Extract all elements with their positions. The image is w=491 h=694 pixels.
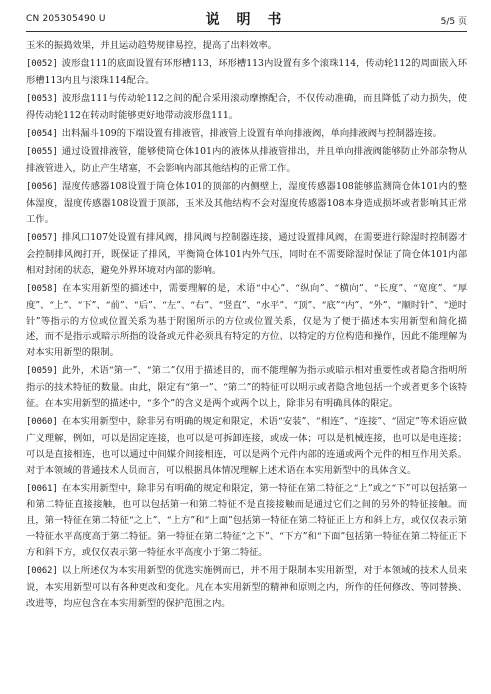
paragraph-number: [0062]: [26, 566, 58, 577]
page-title: 说 明 书: [205, 12, 288, 28]
paragraph: [26, 179, 467, 228]
paragraph-text: 排风口107处设置有排风阀，排风阀与控制器连接，通过设置排风阀，在需要进行除湿时控制器才会控制排风阀打开，既保证了排风，平衡筒仓体101内外气压，同时在不需要除湿时保证了筒仓体101内部相对封闭的状态，避免外界环境对内部的影响。: [26, 231, 467, 276]
paragraph: [26, 126, 467, 143]
paragraph: [26, 414, 467, 479]
paragraph-number: [0055]: [26, 147, 58, 158]
paragraph-text: 以上所述仅为本实用新型的优选实施例而已，并不用于限制本实用新型，对于本领域的技术人员来说，本实用新型可以有各种更改和变化。凡在本实用新型的精神和原则之内，所作的任何修改、等同替换、改进等，均应包含在本实用新型的保护范围之内。: [26, 565, 467, 609]
paragraph: [26, 56, 467, 89]
paragraph-text: 波形盘111的底面设置有环形槽113，环形槽113内设置有多个滚珠114，传动轮112的周面嵌入环形槽113内且与滚珠114配合。: [26, 57, 467, 86]
paragraph-number: [0060]: [26, 416, 58, 427]
paragraph-text: 此外，术语“第一”、“第二”仅用于描述目的，而不能理解为指示或暗示相对重要性或者隐含指明所指示的技术特征的数量。由此，限定有“第一”、“第二”的特征可以明示或者隐含地包括一个或者更多个该特征。在本实用新型的描述中，“多个”的含义是两个或两个以上，除非另有明确具体的限定。: [26, 365, 467, 410]
page-header: [26, 8, 467, 30]
paragraph: [26, 481, 467, 562]
paragraph: [26, 144, 467, 177]
document-body: [26, 38, 467, 614]
paragraph-text: 在本实用新型中，除非另有明确的规定和限定，第一特征在第二特征之“上”或之“下”可以包括第一和第二特征直接接触，也可以包括第一和第二特征不是直接接触而是通过它们之间的另外的特征接触。而且，第一特征在第二特征“之上”、“上方”和“上面”包括第一特征在第二特征正上方和斜上方，或仅仅表示第一特征水平高度高于第二特征。第一特征在第二特征“之下”、“下方”和“下面”包括第一特征在第二特征正下方和斜下方，或仅仅表示第一特征水平高度小于第二特征。: [26, 482, 467, 559]
paragraph-number: [0061]: [26, 483, 58, 494]
header-divider: [26, 31, 467, 32]
paragraph-text: 波形盘111与传动轮112之间的配合采用滚动摩擦配合，不仅传动准确，而且降低了动力损失，使得传动轮112在转动时能够更好地带动波形盘111。: [26, 92, 467, 121]
paragraph-text: 湿度传感器108设置于筒仓体101的顶部的内侧壁上，湿度传感器108能够监测筒仓体101内的整体湿度，湿度传感器108设置于顶部，玉米及其他结构不会对湿度传感器108本身造成损坏或者影响其正常工作。: [26, 181, 467, 226]
paragraph-text: 在本实用新型中，除非另有明确的规定和限定，术语“安装”、“相连”、“连接”、“固定”等术语应做广义理解，例如，可以是固定连接，也可以是可拆卸连接，或成一体；可以是机械连接，也可以是电连接；可以是直接相连，也可以通过中间媒介间接相连，可以是两个元件内部的连通或两个元件的相互作用关系。对于本领域的普通技术人员而言，可以根据具体情况理解上述术语在本实用新型中的具体含义。: [26, 415, 467, 476]
paragraph-text: 出料漏斗109的下端设置有排液管，排液管上设置有单向排液阀，单向排液阀与控制器连接。: [61, 127, 443, 139]
page-number: 5/5 页: [440, 17, 467, 27]
paragraph-number: [0054]: [26, 128, 58, 139]
paragraph-text: 在本实用新型的描述中，需要理解的是，术语“中心”、“纵向”、“横向”、“长度”、“宽度”、“厚度”、“上”、“下”、“前”、“后”、“左”、“右”、“竖直”、“水平”、“顶”、“底”“内”、“外”、“顺时针”、“逆时针”等指示的方位或位置关系为基于附图所示的方位或位置关系，仅是为了便于描述本实用新型和简化描述，而不是指示或暗示所指的设备或元件必须具有特定的方位、以特定的方位构造和操作，因此不能理解为对本实用新型的限制。: [26, 282, 467, 359]
paragraph-number: [0057]: [26, 232, 58, 243]
paragraph: [26, 563, 467, 612]
document-id: CN 205305490 U: [26, 14, 106, 24]
paragraph-number: [0058]: [26, 283, 58, 294]
paragraph-text: 通过设置排液管，能够使筒仓体101内的液体从排液管排出，并且单向排液阀能够防止外部杂物从排液管进入，防止产生堵塞，不会影响内部其他结构的正常工作。: [26, 146, 467, 175]
paragraph-number: [0052]: [26, 58, 58, 69]
paragraph-number: [0053]: [26, 93, 58, 104]
paragraph-number: [0059]: [26, 366, 58, 377]
paragraph: [26, 363, 467, 412]
paragraph: [26, 281, 467, 362]
paragraph-continuation: [26, 38, 467, 54]
paragraph-number: [0056]: [26, 182, 58, 193]
paragraph-text: 玉米的振捣效果，并且运动趋势规律易控，提高了出料效率。: [26, 40, 278, 51]
paragraph: [26, 230, 467, 279]
paragraph: [26, 91, 467, 124]
